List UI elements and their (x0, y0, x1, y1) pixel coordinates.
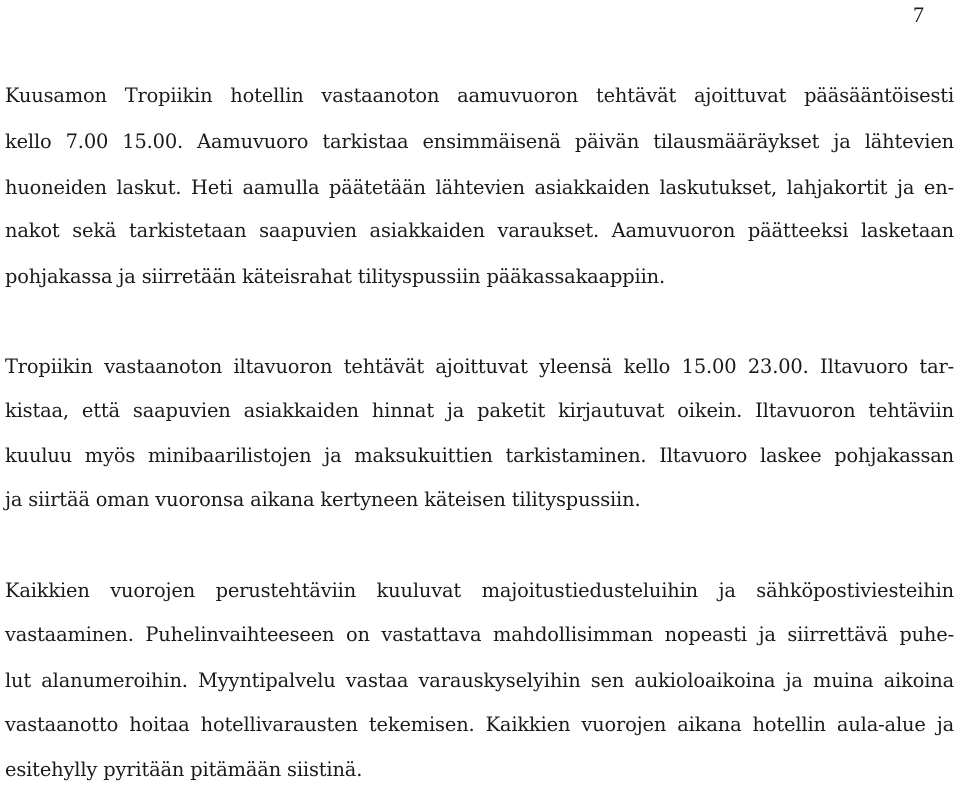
text-line: huoneiden laskut. Heti aamulla päätetään lähtevien asiakkaiden laskutukset, lahjakortit ja en- (5, 176, 954, 199)
text-line: kistaa, että saapuvien asiakkaiden hinnat ja paketit kirjautuvat oikein. Iltavuoron tehtäviin (5, 399, 954, 422)
text-line: lut alanumeroihin. Myyntipalvelu vastaa varauskyselyihin sen aukioloaikoina ja muina aikoina (5, 669, 954, 692)
text-line: pohjakassa ja siirretään käteisrahat tilityspussiin pääkassakaappiin. (5, 265, 665, 288)
text-line: kuuluu myös minibaarilistojen ja maksukuittien tarkistaminen. Iltavuoro laskee pohjakassan (5, 444, 954, 467)
text-line: esitehylly pyritään pitämään siistinä. (5, 758, 363, 781)
text-line: Kaikkien vuorojen perustehtäviin kuuluvat majoitustiedusteluihin ja sähköpostiviesteihin (5, 579, 954, 602)
text-line: ja siirtää oman vuoronsa aikana kertyneen käteisen tilityspussiin. (5, 488, 641, 511)
text-line: Tropiikin vastaanoton iltavuoron tehtävät ajoittuvat yleensä kello 15.00 23.00. Iltavuoro tar- (5, 355, 954, 378)
text-line: kello 7.00 15.00. Aamuvuoro tarkistaa ensimmäisenä päivän tilausmääräykset ja lähtevien (5, 130, 954, 153)
text-line: vastaaminen. Puhelinvaihteeseen on vastattava mahdollisimman nopeasti ja siirrettävä puhe- (5, 623, 954, 646)
text-line: vastaanotto hoitaa hotellivarausten tekemisen. Kaikkien vuorojen aikana hotellin aula-alue ja (5, 713, 954, 736)
text-line: Kuusamon Tropiikin hotellin vastaanoton aamuvuoron tehtävät ajoittuvat pääsääntöisesti (5, 84, 954, 107)
page-number: 7 (913, 2, 924, 27)
text-line: nakot sekä tarkistetaan saapuvien asiakkaiden varaukset. Aamuvuoron päätteeksi lasketaan (5, 219, 954, 242)
